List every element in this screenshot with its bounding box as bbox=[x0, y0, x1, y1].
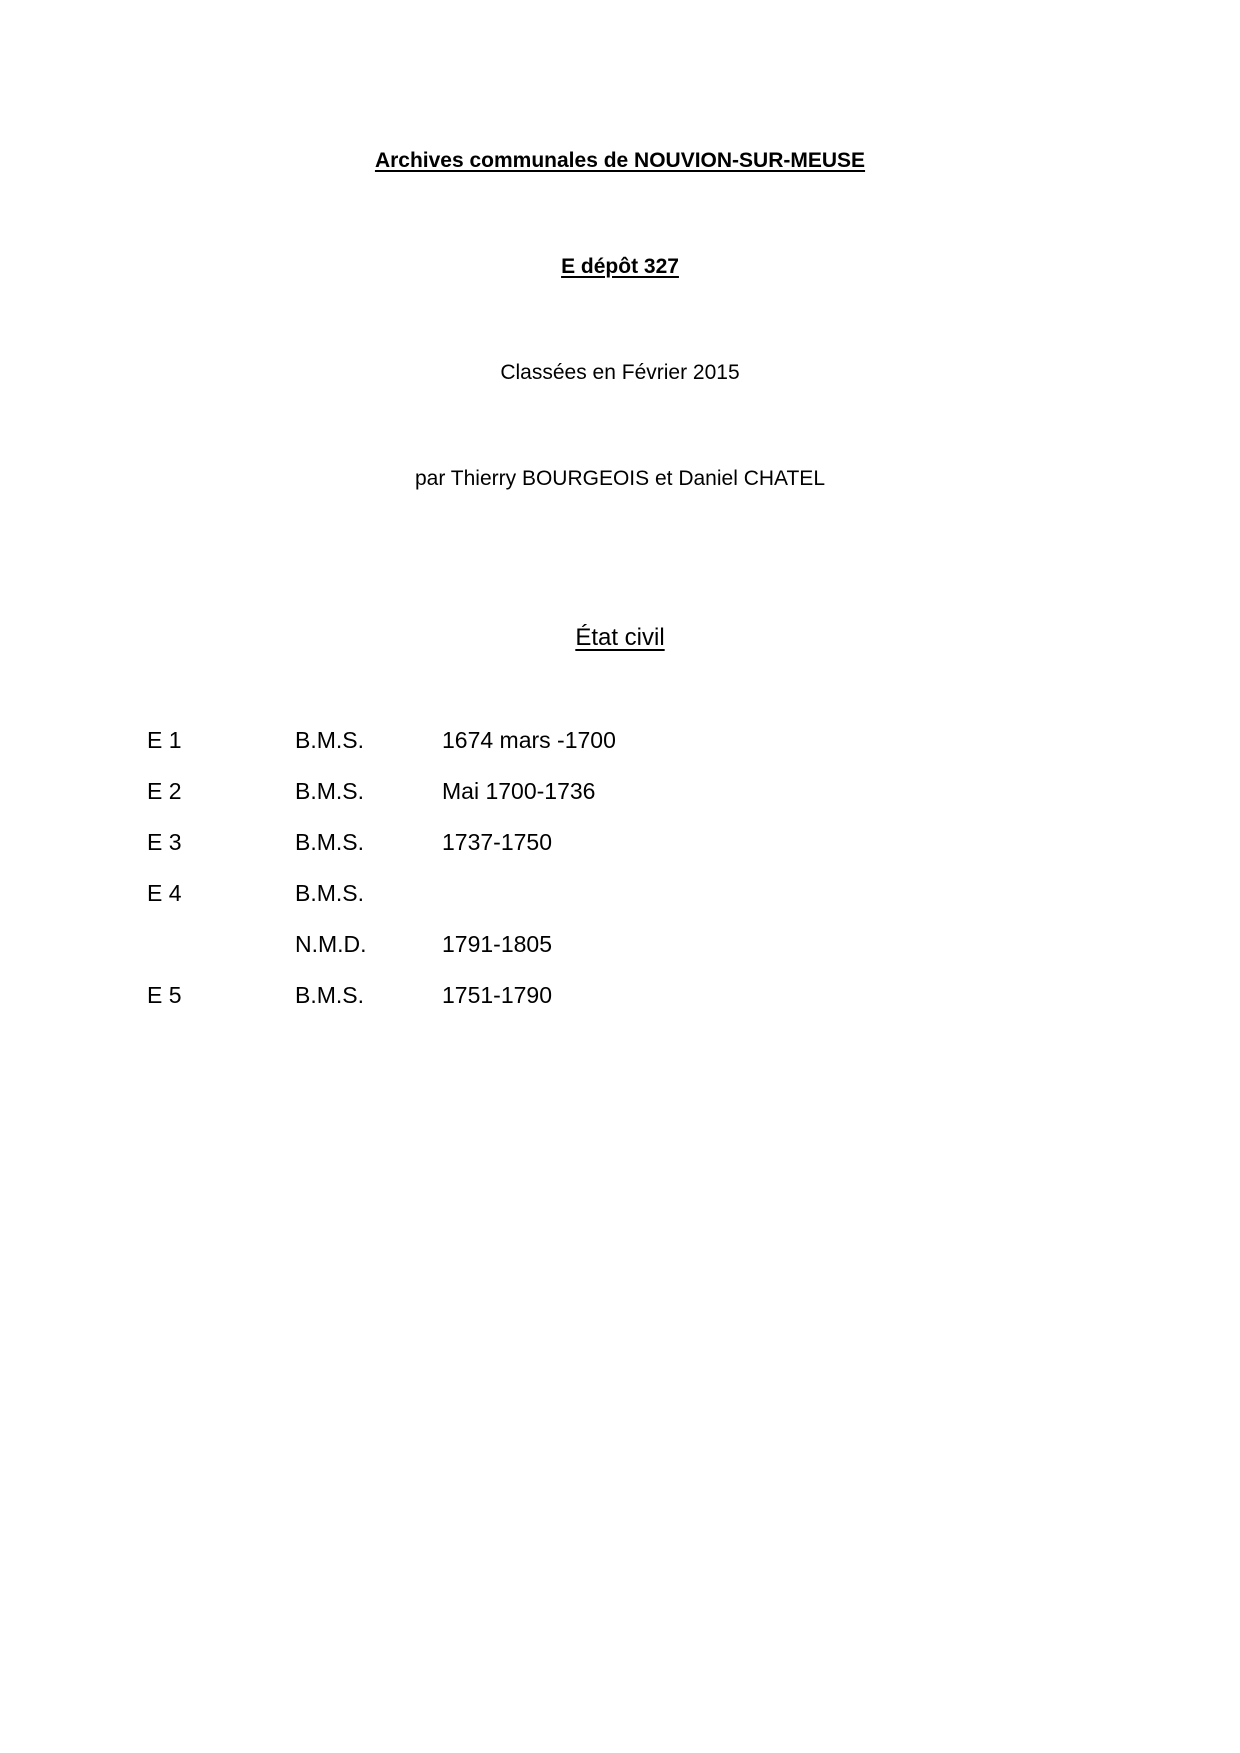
list-item bbox=[147, 981, 947, 1032]
authors-line: par Thierry BOURGEOIS et Daniel CHATEL bbox=[414, 467, 825, 490]
entry-type: B.M.S. bbox=[295, 982, 365, 1008]
classification-date: Classées en Février 2015 bbox=[500, 361, 740, 384]
section-heading: État civil bbox=[575, 624, 665, 651]
list-item bbox=[147, 777, 947, 828]
entry-cote: E 5 bbox=[147, 982, 182, 1008]
list-item bbox=[147, 828, 947, 879]
list-item bbox=[147, 726, 947, 777]
entry-dates: 1674 mars -1700 bbox=[442, 727, 616, 753]
entry-type: N.M.D. bbox=[295, 931, 367, 957]
entry-cote: E 2 bbox=[147, 778, 182, 804]
entry-cote: E 3 bbox=[147, 829, 182, 855]
entry-dates: 1791-1805 bbox=[442, 931, 552, 957]
entry-cote: E 4 bbox=[147, 880, 182, 906]
entry-type: B.M.S. bbox=[295, 778, 365, 804]
document-reference: E dépôt 327 bbox=[561, 255, 679, 278]
list-item bbox=[147, 930, 947, 981]
entry-dates: Mai 1700-1736 bbox=[442, 778, 596, 804]
inventory-list bbox=[147, 726, 947, 1032]
entry-type: B.M.S. bbox=[295, 880, 365, 906]
list-item bbox=[147, 879, 947, 930]
entry-type: B.M.S. bbox=[295, 727, 365, 753]
entry-dates: 1737-1750 bbox=[442, 829, 552, 855]
document-title: Archives communales de NOUVION-SUR-MEUSE bbox=[374, 149, 866, 172]
entry-type: B.M.S. bbox=[295, 829, 365, 855]
entry-dates: 1751-1790 bbox=[442, 982, 552, 1008]
entry-cote: E 1 bbox=[147, 727, 182, 753]
